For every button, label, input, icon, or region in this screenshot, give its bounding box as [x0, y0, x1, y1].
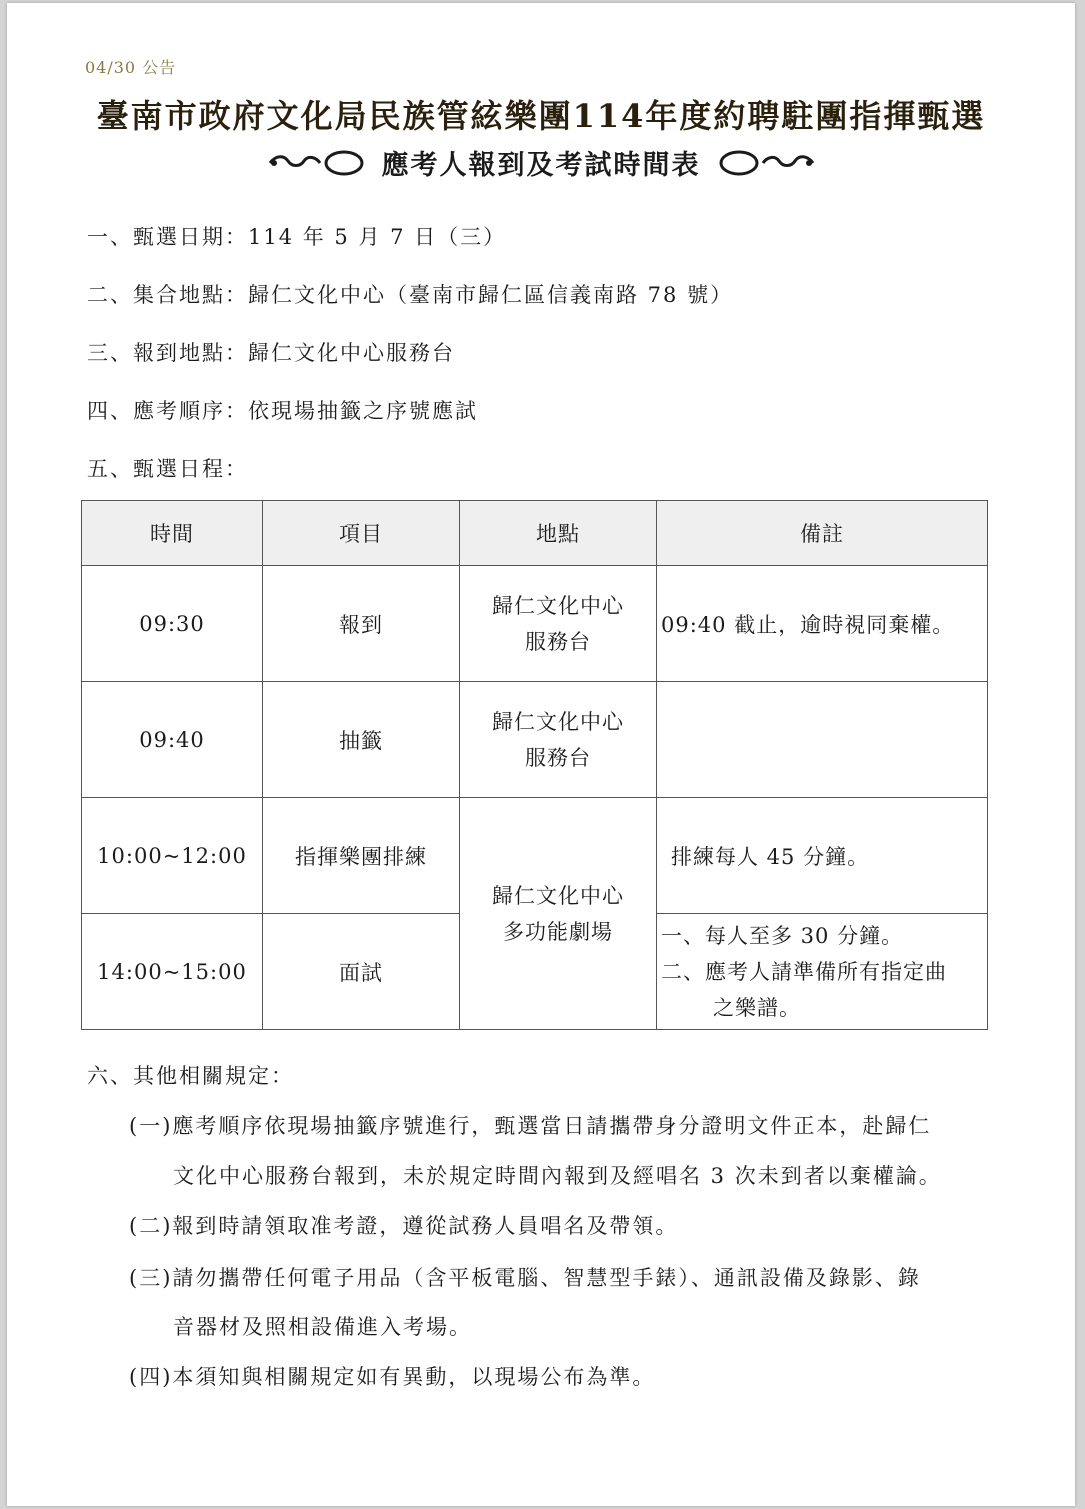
check-in-place: 三、報到地點：歸仁文化中心服務台: [87, 341, 455, 365]
cell-remarks: 排練每人 45 分鐘。: [657, 798, 988, 914]
cell-time: 09:30: [82, 566, 263, 682]
table-row: [82, 566, 988, 682]
rule-line: (四)本須知與相關規定如有異動，以現場公布為準。: [129, 1365, 656, 1389]
cell-time: 14:00~15:00: [82, 914, 263, 1030]
right-ornament-icon: [717, 149, 817, 177]
header-location: 地點: [460, 501, 657, 566]
cell-location: [460, 566, 657, 682]
rule-line: 音器材及照相設備進入考場。: [173, 1315, 472, 1339]
subtitle-text: 應考人報到及考試時間表: [381, 150, 701, 181]
cell-time: 09:40: [82, 682, 263, 798]
remark-line: 一、每人至多 30 分鐘。: [661, 923, 904, 948]
exam-order: 四、應考順序：依現場抽籤之序號應試: [87, 399, 478, 423]
rule-line: (三)請勿攜帶任何電子用品（含平板電腦、智慧型手錶）、通訊設備及錄影、錄: [129, 1266, 921, 1290]
header-item: 項目: [263, 501, 460, 566]
rule-line: (二)報到時請領取准考證，遵從試務人員唱名及帶領。: [129, 1214, 679, 1238]
table-row: [82, 798, 988, 914]
cell-item: 指揮樂團排練: [263, 798, 460, 914]
document-page: [7, 3, 1075, 1506]
table-row: [82, 682, 988, 798]
cell-remarks: [657, 682, 988, 798]
schedule-heading: 五、甄選日程：: [87, 457, 248, 481]
table-header-row: [82, 501, 988, 566]
cell-item: 抽籤: [263, 682, 460, 798]
cell-item: 報到: [263, 566, 460, 682]
gathering-place: 二、集合地點：歸仁文化中心（臺南市歸仁區信義南路 78 號）: [87, 283, 734, 307]
header-remarks: 備註: [657, 501, 988, 566]
left-ornament-icon: [266, 149, 366, 177]
location-line: 歸仁文化中心: [492, 709, 624, 734]
remark-line: 之樂譜。: [713, 995, 801, 1020]
location-line: 服務台: [525, 745, 591, 770]
cell-remarks: [657, 914, 988, 1030]
cell-remarks: 09:40 截止，逾時視同棄權。: [657, 566, 988, 682]
schedule-table: [81, 500, 988, 1030]
location-line: 多功能劇場: [503, 919, 613, 944]
remark-line: 二、應考人請準備所有指定曲: [661, 959, 947, 984]
location-line: 服務台: [525, 629, 591, 654]
location-line: 歸仁文化中心: [492, 883, 624, 908]
cell-location: [460, 682, 657, 798]
selection-date: 一、甄選日期：114 年 5 月 7 日（三）: [87, 225, 507, 249]
rule-line: 文化中心服務台報到，未於規定時間內報到及經唱名 3 次未到者以棄權論。: [173, 1164, 942, 1188]
document-title: 臺南市政府文化局民族管絃樂團114年度約聘駐團指揮甄選: [96, 97, 986, 135]
notice-date: 04/30 公告: [85, 58, 177, 77]
document-subtitle: [7, 143, 1075, 182]
rule-line: (一)應考順序依現場抽籤序號進行，甄選當日請攜帶身分證明文件正本，赴歸仁: [129, 1114, 932, 1138]
rules-heading: 六、其他相關規定：: [87, 1064, 294, 1088]
cell-item: 面試: [263, 914, 460, 1030]
cell-time: 10:00~12:00: [82, 798, 263, 914]
location-line: 歸仁文化中心: [492, 593, 624, 618]
cell-location: [460, 798, 657, 1030]
header-time: 時間: [82, 501, 263, 566]
